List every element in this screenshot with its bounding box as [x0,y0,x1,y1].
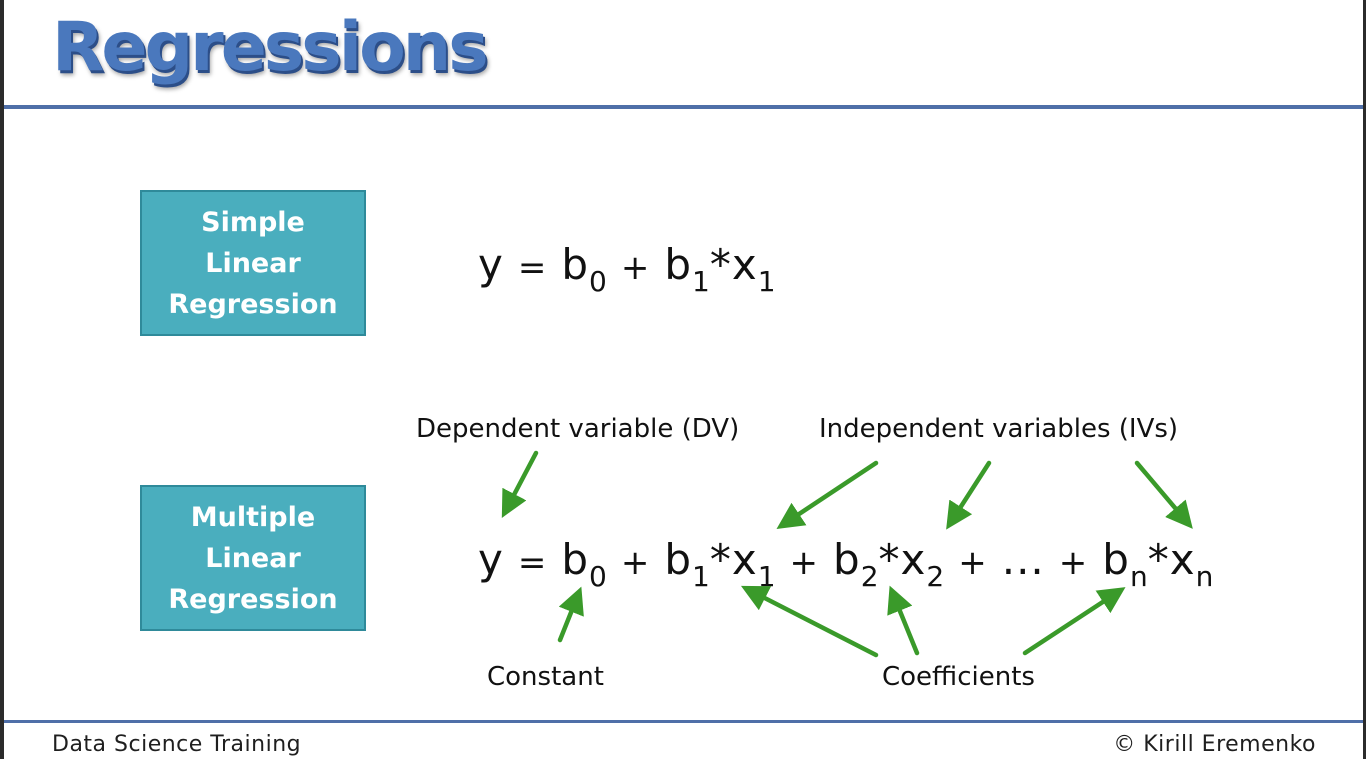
formula-b0-subscript: 0 [589,265,607,298]
formula-equals: = [517,543,548,583]
multiple-box-line1: Multiple [190,501,316,533]
formula-plus: + [620,248,651,288]
formula-b0-subscript: 0 [589,560,607,593]
arrow-iv-to-x2 [951,463,989,522]
arrow-constant-to-b0 [560,595,578,640]
formula-b0: b [561,240,590,289]
formula-b2-subscript: 2 [860,560,879,593]
footer-copyright: © Kirill Eremenko [1113,732,1316,757]
formula-b2: b [833,535,861,584]
formula-plus: + [789,543,820,583]
footer-divider [4,720,1363,723]
formula-xn-subscript: n [1195,560,1214,593]
simple-box-line1: Simple [201,206,305,238]
multiple-box-line2: Linear [205,542,301,574]
dependent-variable-label: Dependent variable (DV) [416,414,740,444]
constant-label: Constant [487,662,604,692]
formula-plus: + [1058,543,1089,583]
formula-bn-subscript: n [1129,560,1148,593]
formula-x2: x [900,535,927,584]
multiple-box-line3: Regression [168,583,338,615]
formula-plus: + [958,543,988,583]
footer-course-name: Data Science Training [52,732,302,757]
arrow-coef-to-bn [1025,592,1118,653]
formula-b1: b [664,240,693,289]
formula-x1-subscript: 1 [757,265,776,298]
formula-times: * [878,535,901,584]
formula-times: * [709,240,732,289]
arrow-coef-to-b1 [749,590,876,655]
formula-xn: x [1169,535,1196,584]
arrow-coef-to-b2 [893,594,917,653]
formula-x1-subscript: 1 [757,560,776,593]
slide-title: Regressions [52,8,486,87]
formula-b1-subscript: 1 [692,560,710,593]
coefficients-label: Coefficients [882,662,1035,692]
arrow-group [506,453,1187,655]
simple-box-line2: Linear [205,247,301,279]
formula-equals: = [517,248,548,288]
formula-x1: x [731,240,758,289]
formula-b1-subscript: 1 [692,265,710,298]
arrow-iv-to-xn [1137,463,1187,522]
formula-y: y [478,240,504,289]
independent-variables-label: Independent variables (IVs) [819,414,1179,444]
formula-x1: x [731,535,758,584]
arrow-dv-to-y [506,453,536,510]
formula-b1: b [664,535,693,584]
formula-times: * [709,535,732,584]
arrow-iv-to-x1 [784,463,876,524]
formula-plus: + [620,543,651,583]
formula-y: y [478,535,504,584]
formula-b0: b [561,535,590,584]
formula-x2-subscript: 2 [926,560,945,593]
formula-ellipsis: ... [1001,535,1045,584]
simple-box-line3: Regression [168,288,338,320]
formula-times: * [1147,535,1170,584]
formula-bn: b [1102,535,1130,584]
